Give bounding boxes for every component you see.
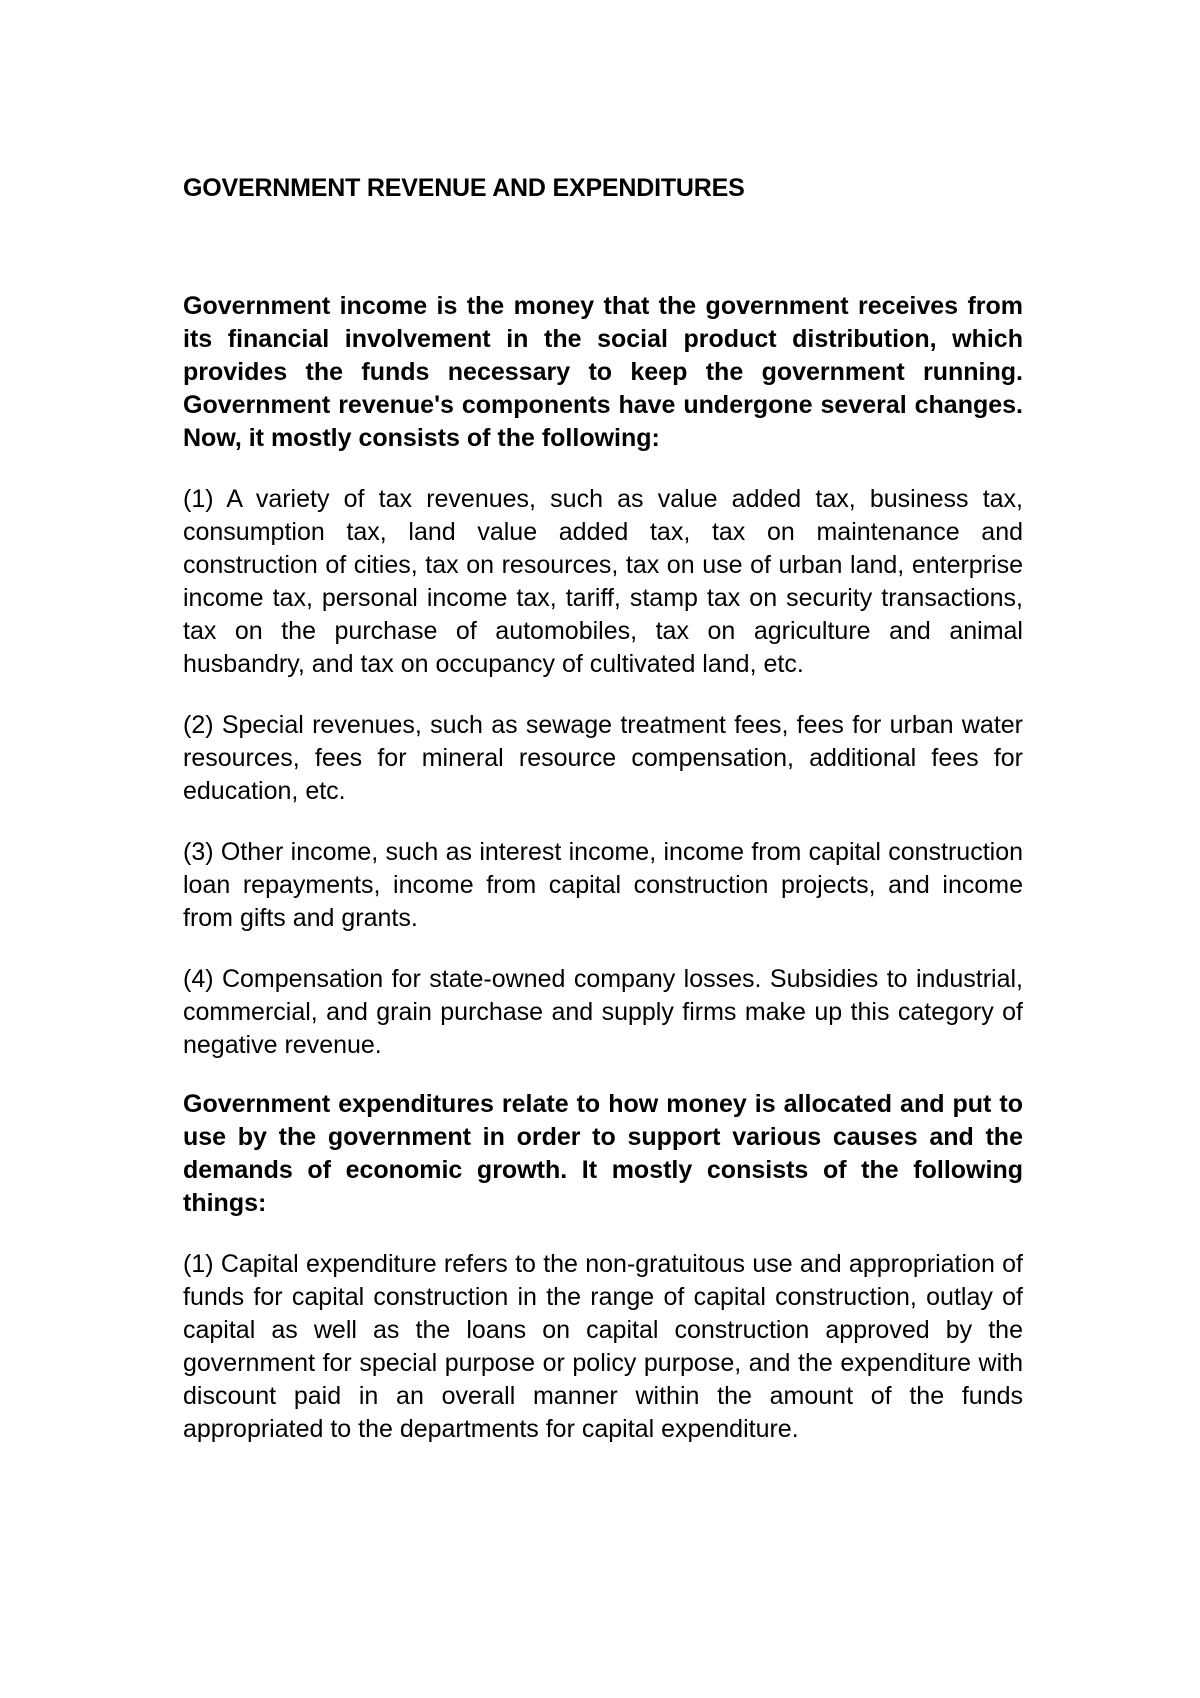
revenue-intro-paragraph: Government income is the money that the government receives from its financial involvement in the social product distribution, which provides the funds necessary to keep the government running. Government revenue's components have undergone several changes. Now, it mostly consists of the following: xyxy=(183,292,1023,452)
expenditures-intro-paragraph: Government expenditures relate to how money is allocated and put to use by the government in order to support various causes and the demands of economic growth. It mostly consists of the following things: xyxy=(183,1090,1023,1217)
revenue-item-2: (2) Special revenues, such as sewage treatment fees, fees for urban water resources, fees for mineral resource compensation, additional fees for education, etc. xyxy=(183,711,1023,805)
revenue-item-1: (1) A variety of tax revenues, such as value added tax, business tax, consumption tax, land value added tax, tax on maintenance and construction of cities, tax on resources, tax on use of urban land, enterprise income tax, personal income tax, tariff, stamp tax on security transactions, tax on the purchase of automobiles, tax on agriculture and animal husbandry, and tax on occupancy of cultivated land, etc. xyxy=(183,485,1023,678)
document-title: GOVERNMENT REVENUE AND EXPENDITURES xyxy=(183,174,745,202)
expenditure-item-1: (1) Capital expenditure refers to the non-gratuitous use and appropriation of funds for capital construction in the range of capital construction, outlay of capital as well as the loans on capital construction approved by the government for special purpose or policy purpose, and the expenditure with discount paid in an overall manner within the amount of the funds appropriated to the departments for capital expenditure. xyxy=(183,1250,1023,1443)
revenue-item-4: (4) Compensation for state-owned company losses. Subsidies to industrial, commercial, and grain purchase and supply firms make up this category of negative revenue. xyxy=(183,965,1023,1059)
document-page xyxy=(183,172,1023,1446)
revenue-item-3: (3) Other income, such as interest income, income from capital construction loan repayments, income from capital construction projects, and income from gifts and grants. xyxy=(183,838,1023,932)
